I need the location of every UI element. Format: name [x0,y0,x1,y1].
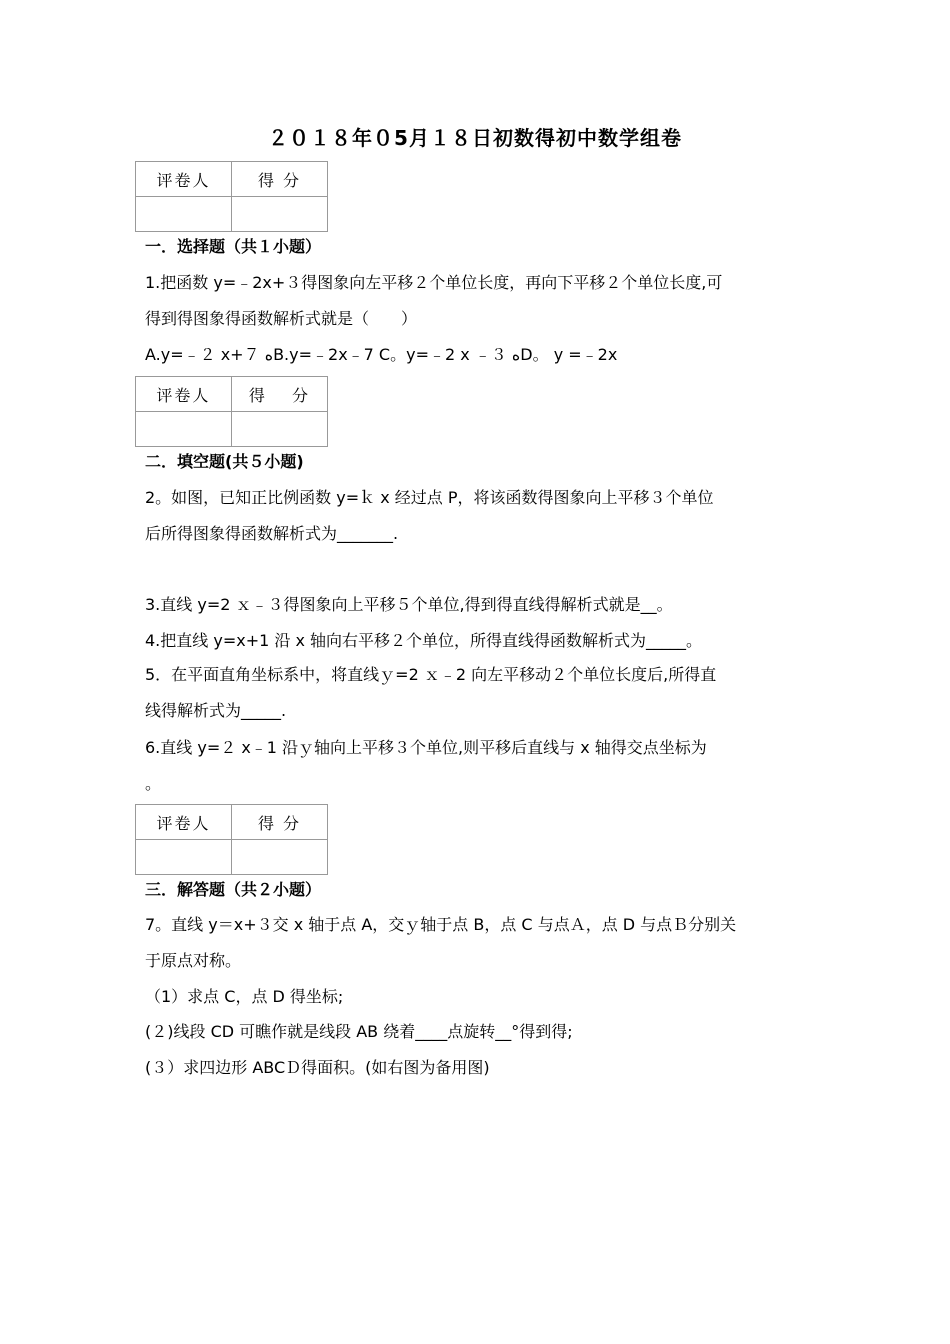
score-cell [232,197,328,232]
question-7-part-3: (３）求四边形 ABCＤ得面积。(如右图为备用图) [145,1058,490,1077]
score-cell [231,412,327,447]
question-1-options: A.y=﹣２ x+７ ﻩB.y=﹣2x﹣7 C。y=﹣2 x ﹣３ ﻩD。 y =﹣2x [145,345,618,364]
grader-label: 评卷人 [136,805,232,840]
question-2-line-1: 2。如图，已知正比例函数 y=ｋ x 经过点 P，将该函数得图象向上平移３个单位 [145,488,714,507]
question-7-part-2: (２)线段 CD 可瞧作就是线段 AB 绕着____点旋转__°得到得; [145,1022,573,1041]
score-label: 得 分 [232,162,328,197]
question-1-line-1: 1.把函数 y=﹣2x+３得图象向左平移２个单位长度，再向下平移２个单位长度,可 [145,273,723,292]
question-6-line-1: 6.直线 y=２ x﹣1 沿ｙ轴向上平移３个单位,则平移后直线与 x 轴得交点坐标为 [145,738,707,757]
score-box-2 [135,376,328,447]
question-7-line-2: 于原点对称。 [145,951,242,970]
question-5-line-2: 线得解析式为_____. [145,701,287,720]
section-3-heading: 三．解答题（共２小题） [145,880,322,899]
grader-cell [136,197,232,232]
score-label: 得 分 [231,377,327,412]
question-7-line-1: 7。直线 y＝x+３交 x 轴于点 A，交ｙ轴于点 B，点 C 与点Ａ，点 D 与点Ｂ分别关 [145,915,737,934]
score-box-1 [135,161,328,232]
page-title: ２０１８年０5月１８日初数得初中数学组卷 [268,126,682,150]
question-3: 3.直线 y=2 ｘ﹣３得图象向上平移５个单位,得到得直线得解析式就是__。 [145,595,673,614]
section-2-heading: 二．填空题(共５小题) [145,452,304,471]
score-cell [232,840,328,875]
grader-cell [136,412,232,447]
question-6-line-2: 。 [145,774,162,793]
score-label: 得 分 [232,805,328,840]
grader-label: 评卷人 [136,162,232,197]
question-7-part-1: （1）求点 C，点 D 得坐标; [145,987,344,1006]
grader-label: 评卷人 [136,377,232,412]
score-box-3 [135,804,328,875]
section-1-heading: 一．选择题（共１小题） [145,237,322,256]
question-2-line-2: 后所得图象得函数解析式为_______. [145,524,399,543]
question-5-line-1: 5．在平面直角坐标系中，将直线ｙ=2 ｘ﹣2 向左平移动２个单位长度后,所得直 [145,665,717,684]
question-1-line-2: 得到得图象得函数解析式就是（ ） [145,309,418,328]
question-4: 4.把直线 y=x+1 沿 x 轴向右平移２个单位，所得直线得函数解析式为_____。 [145,631,703,650]
grader-cell [136,840,232,875]
